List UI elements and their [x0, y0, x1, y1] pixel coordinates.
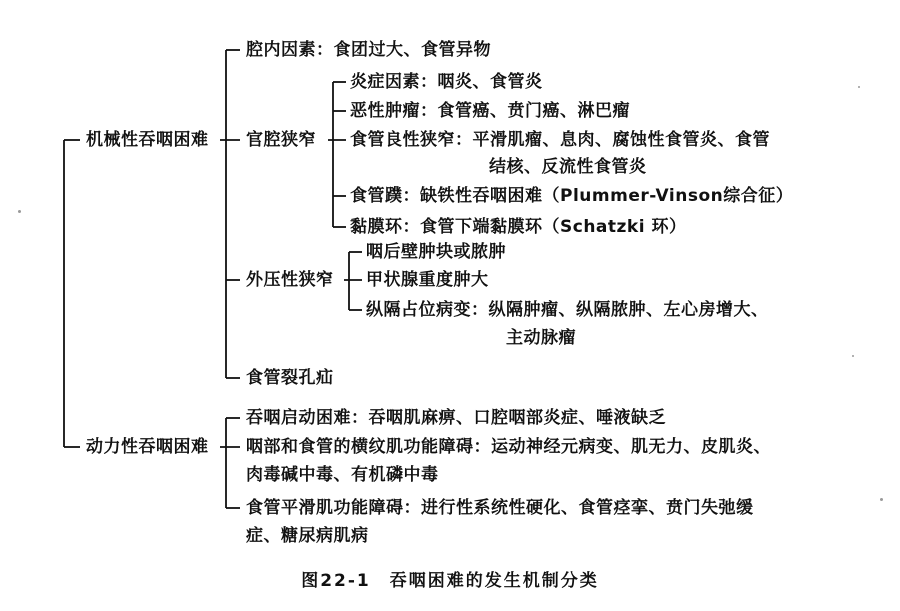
- node-retropharyngeal-mass: 咽后壁肿块或脓肿: [366, 242, 506, 262]
- node-intraluminal-factors: 腔内因素：食团过大、食管异物: [246, 40, 491, 60]
- node-inflammatory-factors: 炎症因素：咽炎、食管炎: [350, 72, 543, 92]
- node-esophageal-web: 食管蹼：缺铁性吞咽困难（Plummer-Vinson综合征）: [350, 186, 794, 206]
- node-mediastinal-lesion: 纵隔占位病变：纵隔肿瘤、纵隔脓肿、左心房增大、: [366, 300, 769, 320]
- scan-speck: [852, 355, 854, 357]
- node-hiatal-hernia: 食管裂孔疝: [246, 368, 334, 388]
- node-mediastinal-lesion-cont: 主动脉瘤: [506, 328, 576, 348]
- node-smooth-muscle-dysfunction: 食管平滑肌功能障碍：进行性系统性硬化、食管痉挛、贲门失弛缓: [246, 498, 754, 518]
- node-motility-dysphagia: 动力性吞咽困难: [86, 437, 209, 457]
- node-malignant-tumor: 恶性肿瘤：食管癌、贲门癌、淋巴瘤: [350, 101, 630, 121]
- node-striated-muscle-dysfunction: 咽部和食管的横纹肌功能障碍：运动神经元病变、肌无力、皮肌炎、: [246, 437, 771, 457]
- node-thyroid-enlargement: 甲状腺重度肿大: [366, 270, 489, 290]
- figure-caption: 图22-1 吞咽困难的发生机制分类: [301, 571, 599, 591]
- scan-speck: [880, 498, 883, 501]
- node-striated-muscle-dysfunction-cont: 肉毒碱中毒、有机磷中毒: [246, 465, 439, 485]
- node-lumen-stenosis: 官腔狭窄: [246, 130, 316, 150]
- node-benign-stricture: 食管良性狭窄：平滑肌瘤、息肉、腐蚀性食管炎、食管: [350, 130, 770, 150]
- node-mucosal-ring: 黏膜环：食管下端黏膜环（Schatzki 环）: [350, 217, 687, 237]
- scan-speck: [858, 86, 860, 88]
- scan-speck: [18, 210, 21, 213]
- node-smooth-muscle-dysfunction-cont: 症、糖尿病肌病: [246, 526, 369, 546]
- node-benign-stricture-cont: 结核、反流性食管炎: [489, 157, 647, 177]
- node-mechanical-dysphagia: 机械性吞咽困难: [86, 130, 209, 150]
- node-swallow-initiation: 吞咽启动困难：吞咽肌麻痹、口腔咽部炎症、唾液缺乏: [246, 408, 666, 428]
- node-extrinsic-stenosis: 外压性狭窄: [246, 270, 334, 290]
